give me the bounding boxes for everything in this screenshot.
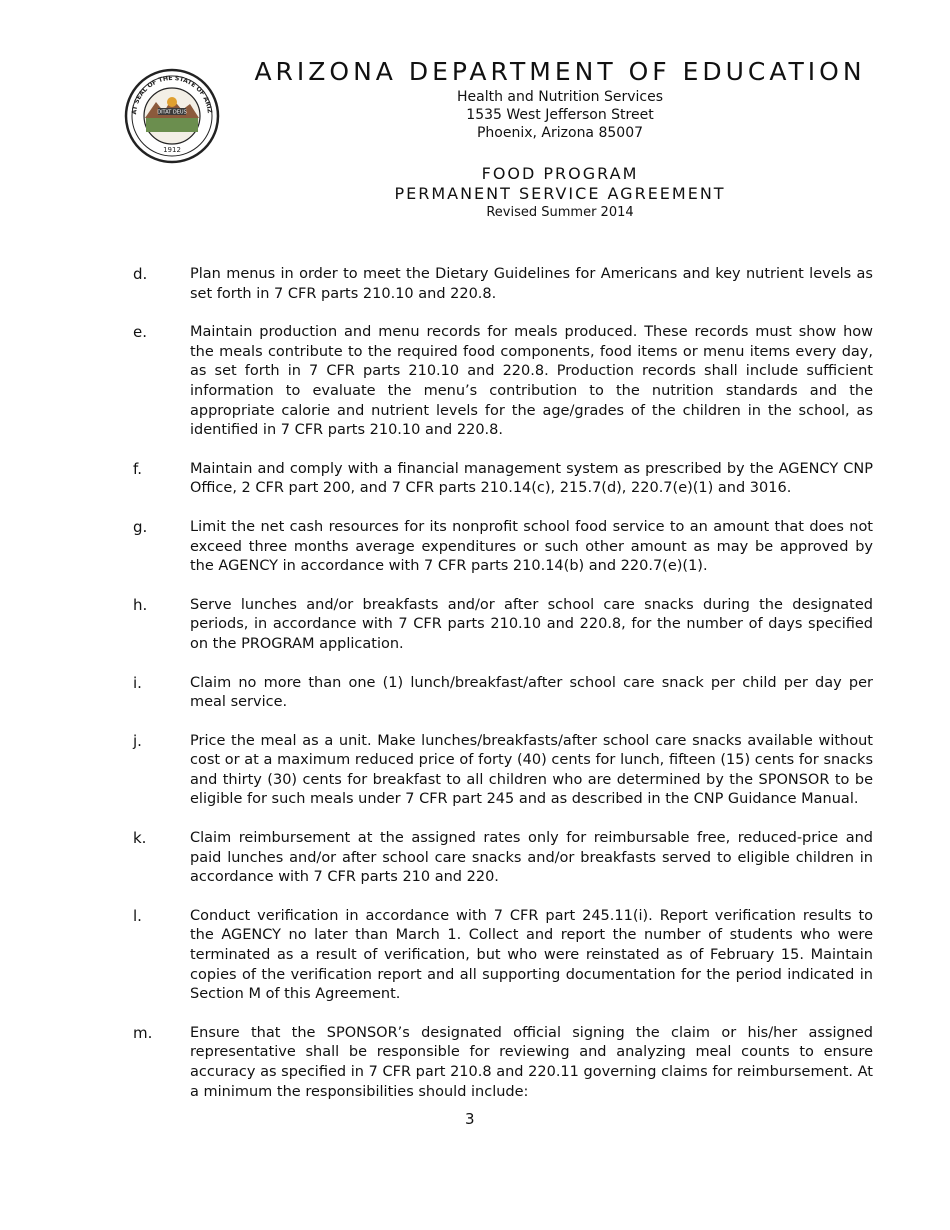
street-address: 1535 West Jefferson Street: [466, 107, 654, 123]
item-text: Plan menus in order to meet the Dietary Guidelines for Americans and key nutrient levels as set forth in 7 CFR parts 210.10 and 220.8.: [190, 266, 873, 302]
item-text: Maintain and comply with a financial management system as prescribed by the AGENCY CNP Office, 2 CFR part 200, and 7 CFR parts 210.14(c), 215.7(d), 220.7(e)(1) and 3016.: [190, 460, 873, 497]
item-text: Price the meal as a unit. Make lunches/breakfasts/after school care snacks available without cost or at a maximum reduced price of forty (40) cents for lunch, fifteen (15) cents for snacks and thirty (30) cents for breakfast to all children who are determined by the SPONSOR to be eligible for such meals under 7 CFR part 245 and as described in the CNP Guidance Manual.: [190, 732, 873, 808]
item-text: Limit the net cash resources for its nonprofit school food service to an amount that does not exceed three months average expenditures or such other amount as may be approved by the AGENCY in accordance with 7 CFR parts 210.14(b) and 220.7(e)(1).: [190, 518, 873, 575]
city-address: Phoenix, Arizona 85007: [476, 125, 644, 141]
document-header: [250, 56, 870, 221]
list-item: [133, 907, 873, 1005]
seal-motto: DITAT DEUS: [157, 109, 187, 116]
item-letter: g.: [133, 517, 148, 536]
item-text: Ensure that the SPONSOR’s designated official signing the claim or his/her assigned representative shall be responsible for reviewing and analyzing meal counts to ensure accuracy as specified in 7 CFR part 210.8 and 220.11 governing claims for reimbursement. At a minimum the responsibilities should include:: [190, 1024, 873, 1100]
agreement-items: [133, 265, 873, 1121]
list-item: [133, 265, 873, 304]
program-title: FOOD PROGRAM: [481, 164, 639, 183]
item-letter: m.: [133, 1023, 153, 1042]
item-letter: l.: [133, 906, 142, 925]
list-item: [133, 732, 873, 810]
item-letter: h.: [133, 595, 148, 614]
revised-date: Revised Summer 2014: [486, 205, 634, 220]
agreement-title: PERMANENT SERVICE AGREEMENT: [394, 184, 726, 203]
seal-ring-text: AT SEAL OF THE STATE OF ARIZ: [130, 74, 213, 115]
item-letter: j.: [133, 731, 142, 750]
item-letter: d.: [133, 265, 148, 283]
seal-year: 1912: [163, 146, 181, 154]
list-item: [133, 829, 873, 888]
item-letter: k.: [133, 829, 147, 848]
division-name: Health and Nutrition Services: [457, 89, 663, 105]
list-item: [133, 460, 873, 499]
list-item: [133, 674, 873, 713]
list-item: [133, 323, 873, 441]
item-text: Maintain production and menu records for meals produced. These records must show how the meals contribute to the required food components, food items or menu items every day, as set forth in 7 CFR parts 210.10 and 220.8. Production records shall include sufficient information to evaluate the menu’s contribution to the nutrition standards and the appropriate calorie and nutrient levels for the age/grades of the children in the school, as identified in 7 CFR parts 210.10 and 220.8.: [190, 324, 873, 439]
item-letter: f.: [133, 459, 142, 478]
item-text: Conduct verification in accordance with 7 CFR part 245.11(i). Report verification results to the AGENCY no later than March 1. Collect and report the number of students who were terminated as a result of verification, but who were reinstated as of February 15. Maintain copies of the verification report and all supporting documentation for the period indicated in Section M of this Agreement.: [190, 907, 873, 1003]
agency-name: ARIZONA DEPARTMENT OF EDUCATION: [254, 57, 866, 86]
item-text: Claim no more than one (1) lunch/breakfast/after school care snack per child per day per meal service.: [190, 674, 873, 711]
item-text: Serve lunches and/or breakfasts and/or after school care snacks during the designated periods, in accordance with 7 CFR parts 210.10 and 220.8, for the number of days specified on the PROGRAM application.: [190, 596, 873, 652]
list-item: [133, 596, 873, 655]
seal-graphic: [124, 68, 220, 164]
item-text: Claim reimbursement at the assigned rates only for reimbursable free, reduced-price and paid lunches and/or after school care snacks and/or breakfasts served to eligible children in accordance with 7 CFR parts 210 and 220.: [190, 830, 873, 886]
state-seal: [124, 68, 220, 164]
list-item: [133, 1024, 873, 1102]
page-number: 3: [465, 1110, 475, 1128]
item-letter: i.: [133, 673, 142, 692]
list-item: [133, 518, 873, 577]
item-letter: e.: [133, 323, 147, 342]
